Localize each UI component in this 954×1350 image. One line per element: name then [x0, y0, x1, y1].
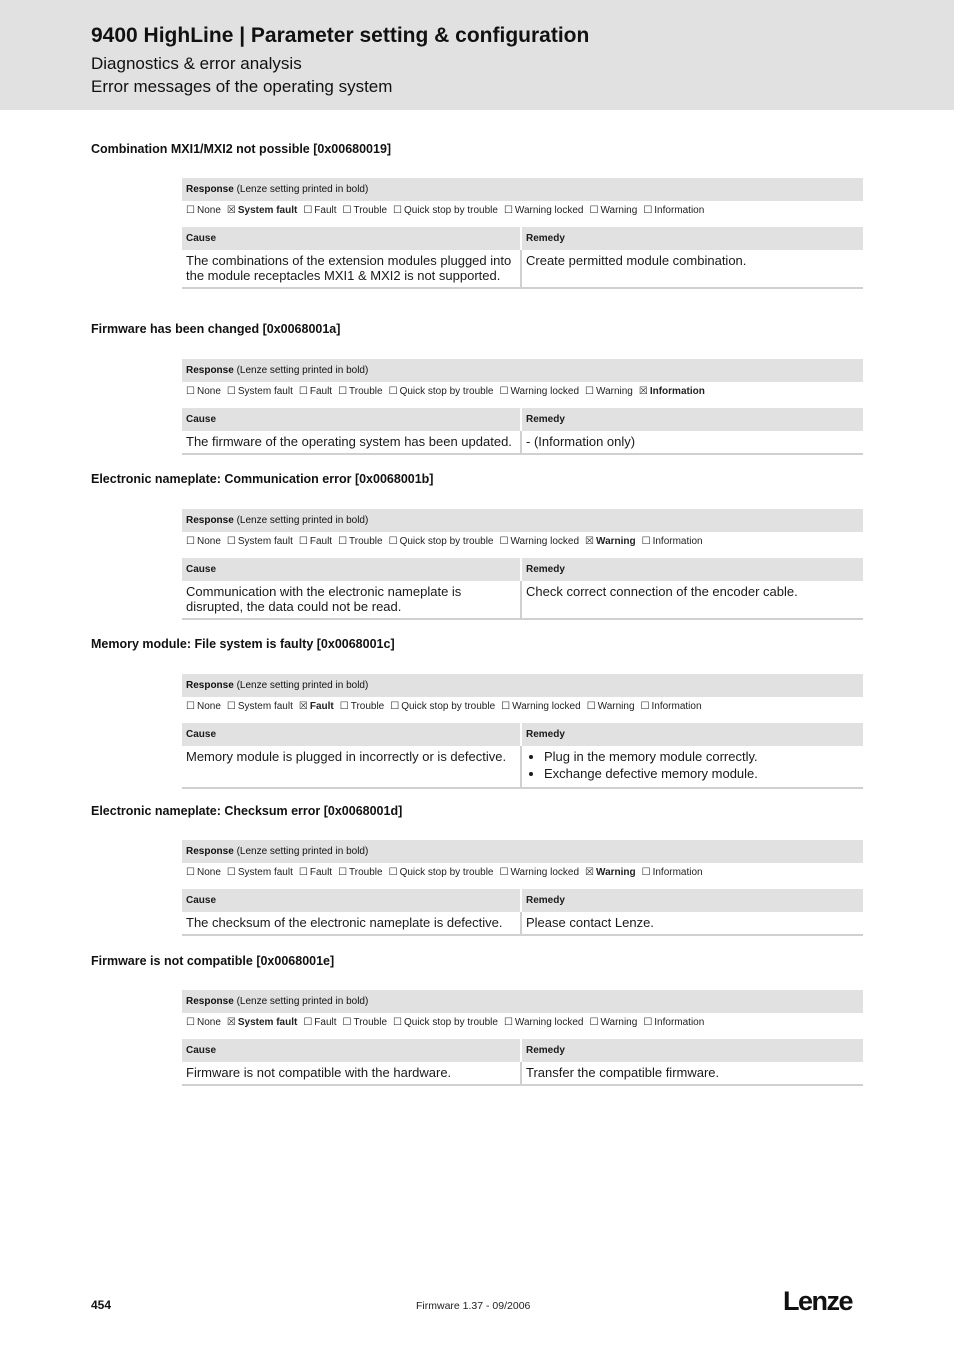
- response-option-information: [642, 536, 703, 547]
- response-option-label: Fault: [309, 701, 334, 712]
- response-option-none: [186, 386, 221, 397]
- remedy-cell: [522, 1062, 863, 1084]
- checkbox-icon: ☐: [186, 867, 195, 878]
- response-option-system-fault: [227, 386, 293, 397]
- table-row: [182, 581, 863, 620]
- checkbox-icon: ☐: [640, 701, 650, 712]
- response-option-fault: [299, 867, 332, 878]
- response-option-label: Information: [649, 386, 705, 397]
- response-option-quick-stop-by-trouble: [390, 701, 495, 712]
- response-option-label: Fault: [314, 205, 337, 216]
- response-label: Response: [186, 515, 234, 526]
- response-option-label: Quick stop by trouble: [399, 536, 494, 547]
- response-option-none: [186, 867, 221, 878]
- response-header: [182, 674, 863, 697]
- response-option-label: Information: [654, 205, 705, 216]
- response-option-label: None: [196, 536, 221, 547]
- cause-remedy-table: [182, 723, 863, 789]
- response-block: [182, 674, 863, 718]
- lenze-logo: [783, 1284, 863, 1318]
- checked-box-icon: ☒: [298, 701, 308, 712]
- response-option-warning-locked: [504, 205, 584, 216]
- response-block: [182, 509, 863, 553]
- section-subtitle: Error messages of the operating system: [91, 77, 393, 96]
- cause-cell: The combinations of the extension modules plugged into the module receptacles MXI1 & MXI2 is not supported.: [182, 250, 522, 287]
- response-options: [182, 863, 863, 884]
- checkbox-icon: ☐: [303, 1017, 313, 1028]
- checkbox-icon: ☐: [226, 701, 236, 712]
- response-option-warning-locked: [500, 867, 580, 878]
- checkbox-icon: ☐: [503, 205, 513, 216]
- checkbox-icon: ☐: [338, 386, 348, 397]
- remedy-header: Remedy: [526, 895, 565, 906]
- response-option-warning: [585, 386, 633, 397]
- response-block: [182, 990, 863, 1034]
- remedy-header: Remedy: [526, 729, 565, 740]
- response-note: (Lenze setting printed in bold): [233, 680, 369, 691]
- response-option-label: Quick stop by trouble: [399, 386, 494, 397]
- response-option-warning-locked: [501, 701, 581, 712]
- response-option-label: None: [196, 867, 221, 878]
- response-option-quick-stop-by-trouble: [389, 386, 494, 397]
- response-option-label: Trouble: [349, 386, 383, 397]
- checkbox-icon: ☐: [339, 701, 349, 712]
- response-option-label: System fault: [237, 536, 293, 547]
- remedy-cell: [522, 250, 863, 287]
- response-option-trouble: [338, 536, 383, 547]
- response-option-label: System fault: [237, 205, 298, 216]
- response-header: [182, 509, 863, 532]
- response-header: [182, 359, 863, 382]
- checkbox-icon: ☐: [501, 701, 511, 712]
- response-option-label: Quick stop by trouble: [404, 1017, 498, 1028]
- section-title: Electronic nameplate: Communication error [0x0068001b]: [91, 472, 434, 486]
- cause-cell: Firmware is not compatible with the hardware.: [182, 1062, 522, 1084]
- table-row: [182, 250, 863, 289]
- response-note: (Lenze setting printed in bold): [233, 515, 369, 526]
- remedy-list-item: • Plug in the memory module correctly.: [544, 749, 859, 764]
- response-option-label: Trouble: [353, 205, 388, 216]
- response-option-information: [643, 1017, 704, 1028]
- response-option-warning: [585, 536, 636, 547]
- response-option-label: None: [196, 1017, 221, 1028]
- response-option-label: Fault: [314, 1017, 337, 1028]
- response-option-label: Warning locked: [510, 386, 580, 397]
- table-row: [182, 746, 863, 789]
- response-option-label: Trouble: [350, 701, 385, 712]
- checkbox-icon: ☐: [393, 1017, 402, 1028]
- response-options: [182, 201, 863, 222]
- checked-box-icon: ☒: [638, 386, 648, 397]
- response-option-label: Warning locked: [514, 205, 584, 216]
- response-option-label: Warning: [600, 205, 638, 216]
- response-option-fault: [303, 1017, 336, 1028]
- response-option-label: Quick stop by trouble: [399, 867, 494, 878]
- cause-cell: The checksum of the electronic nameplate is defective.: [182, 912, 522, 934]
- remedy-cell: [522, 746, 863, 787]
- response-label: Response: [186, 184, 234, 195]
- checkbox-icon: ☐: [393, 205, 402, 216]
- response-note: (Lenze setting printed in bold): [233, 184, 369, 195]
- response-option-label: Information: [652, 536, 703, 547]
- response-option-system-fault: [227, 867, 293, 878]
- checkbox-icon: ☐: [388, 867, 398, 878]
- response-label: Response: [186, 680, 234, 691]
- response-option-fault: [299, 386, 332, 397]
- table-header: [182, 889, 863, 912]
- response-option-quick-stop-by-trouble: [393, 205, 498, 216]
- table-header: [182, 558, 863, 581]
- response-option-label: None: [196, 701, 221, 712]
- cause-header: Cause: [182, 723, 522, 746]
- response-option-label: None: [196, 386, 221, 397]
- checkbox-icon: ☐: [342, 205, 352, 216]
- checkbox-icon: ☐: [499, 386, 509, 397]
- response-option-warning: [589, 1017, 637, 1028]
- section-title: Electronic nameplate: Checksum error [0x0068001d]: [91, 804, 403, 818]
- checkbox-icon: ☐: [186, 205, 195, 216]
- response-option-warning: [587, 701, 635, 712]
- response-option-label: System fault: [237, 386, 293, 397]
- svg-text:Lenze: Lenze: [783, 1286, 853, 1316]
- checkbox-icon: ☐: [186, 1017, 195, 1028]
- remedy-text: Transfer the compatible firmware.: [526, 1065, 720, 1080]
- firmware-version: Firmware 1.37 - 09/2006: [416, 1300, 531, 1312]
- checkbox-icon: ☐: [298, 867, 308, 878]
- response-option-system-fault: [227, 536, 293, 547]
- checkbox-icon: ☐: [641, 867, 651, 878]
- checkbox-icon: ☐: [186, 701, 195, 712]
- checked-box-icon: ☒: [226, 205, 236, 216]
- response-option-label: Information: [652, 867, 703, 878]
- checkbox-icon: ☐: [226, 536, 236, 547]
- remedy-header: Remedy: [526, 1045, 565, 1056]
- checkbox-icon: ☐: [643, 205, 653, 216]
- response-option-label: Warning locked: [512, 701, 581, 712]
- response-header: [182, 178, 863, 201]
- response-options: [182, 532, 863, 553]
- response-option-label: Quick stop by trouble: [401, 701, 496, 712]
- checkbox-icon: ☐: [338, 867, 348, 878]
- table-row: [182, 431, 863, 455]
- response-option-label: System fault: [237, 867, 293, 878]
- table-header: [182, 227, 863, 250]
- checkbox-icon: ☐: [342, 1017, 352, 1028]
- response-option-label: Trouble: [349, 536, 383, 547]
- response-option-none: [186, 701, 221, 712]
- response-options: [182, 697, 863, 718]
- response-option-label: Warning: [600, 1017, 638, 1028]
- checkbox-icon: ☐: [303, 205, 313, 216]
- response-option-quick-stop-by-trouble: [389, 867, 494, 878]
- response-option-label: Trouble: [349, 867, 383, 878]
- cause-remedy-table: [182, 558, 863, 620]
- checkbox-icon: ☐: [298, 536, 308, 547]
- checkbox-icon: ☐: [589, 205, 599, 216]
- cause-remedy-table: [182, 889, 863, 936]
- page-number: 454: [91, 1298, 112, 1312]
- response-block: [182, 359, 863, 403]
- response-option-label: Trouble: [353, 1017, 388, 1028]
- section-title: Memory module: File system is faulty [0x0068001c]: [91, 637, 395, 651]
- response-option-label: Warning locked: [510, 867, 580, 878]
- response-option-warning-locked: [500, 386, 580, 397]
- response-option-information: [642, 867, 703, 878]
- checkbox-icon: ☐: [388, 536, 398, 547]
- checkbox-icon: ☐: [186, 536, 195, 547]
- cause-cell: Communication with the electronic nameplate is disrupted, the data could not be read.: [182, 581, 522, 618]
- response-header: [182, 840, 863, 863]
- response-option-none: [186, 536, 221, 547]
- checkbox-icon: ☐: [589, 1017, 599, 1028]
- response-option-label: Warning: [596, 536, 636, 547]
- response-option-label: System fault: [237, 1017, 298, 1028]
- checkbox-icon: ☐: [338, 536, 348, 547]
- response-option-quick-stop-by-trouble: [393, 1017, 498, 1028]
- checkbox-icon: ☐: [186, 386, 195, 397]
- response-block: [182, 840, 863, 884]
- checked-box-icon: ☒: [226, 1017, 236, 1028]
- section-title: Firmware has been changed [0x0068001a]: [91, 322, 341, 336]
- checked-box-icon: ☒: [585, 536, 594, 547]
- cause-header: Cause: [182, 889, 522, 912]
- response-option-warning: [589, 205, 637, 216]
- response-option-system-fault: [227, 701, 293, 712]
- response-option-label: Fault: [309, 867, 333, 878]
- table-header: [182, 408, 863, 431]
- response-option-label: None: [196, 205, 221, 216]
- remedy-text: Please contact Lenze.: [526, 915, 654, 930]
- response-option-fault: [299, 536, 332, 547]
- checkbox-icon: ☐: [641, 536, 651, 547]
- checkbox-icon: ☐: [585, 386, 594, 397]
- remedy-text: Create permitted module combination.: [526, 253, 747, 268]
- response-option-trouble: [340, 701, 385, 712]
- response-option-label: Fault: [309, 386, 333, 397]
- cause-remedy-table: [182, 227, 863, 289]
- response-option-fault: [299, 701, 334, 712]
- cause-header: Cause: [182, 227, 522, 250]
- table-row: [182, 1062, 863, 1086]
- remedy-header: Remedy: [526, 414, 565, 425]
- remedy-text: Check correct connection of the encoder cable.: [526, 584, 798, 599]
- remedy-header: Remedy: [526, 564, 565, 575]
- table-row: [182, 912, 863, 936]
- response-option-label: Quick stop by trouble: [404, 205, 498, 216]
- checkbox-icon: ☐: [499, 867, 509, 878]
- response-option-system-fault: [227, 205, 297, 216]
- remedy-cell: [522, 912, 863, 934]
- response-option-information: [643, 205, 704, 216]
- checked-box-icon: ☒: [585, 867, 594, 878]
- response-option-label: Information: [651, 701, 702, 712]
- page-header: [0, 0, 954, 110]
- checkbox-icon: ☐: [226, 386, 236, 397]
- checkbox-icon: ☐: [390, 701, 400, 712]
- checkbox-icon: ☐: [643, 1017, 653, 1028]
- remedy-text: - (Information only): [526, 434, 636, 449]
- response-option-information: [639, 386, 705, 397]
- checkbox-icon: ☐: [226, 867, 236, 878]
- response-header: [182, 990, 863, 1013]
- response-label: Response: [186, 846, 234, 857]
- response-block: [182, 178, 863, 222]
- page-title: 9400 HighLine | Parameter setting & configuration: [91, 24, 590, 47]
- cause-header: Cause: [182, 558, 522, 581]
- response-option-trouble: [338, 867, 383, 878]
- checkbox-icon: ☐: [586, 701, 596, 712]
- response-option-trouble: [338, 386, 383, 397]
- response-option-quick-stop-by-trouble: [389, 536, 494, 547]
- chapter-subtitle: Diagnostics & error analysis: [91, 54, 302, 73]
- response-option-label: Fault: [309, 536, 333, 547]
- response-option-label: Warning locked: [514, 1017, 584, 1028]
- cause-header: Cause: [182, 408, 522, 431]
- response-option-label: Warning: [596, 867, 636, 878]
- response-note: (Lenze setting printed in bold): [233, 365, 369, 376]
- response-options: [182, 382, 863, 403]
- section-title: Firmware is not compatible [0x0068001e]: [91, 954, 335, 968]
- cause-cell: Memory module is plugged in incorrectly or is defective.: [182, 746, 522, 787]
- response-label: Response: [186, 996, 234, 1007]
- remedy-list-item: • Exchange defective memory module.: [544, 766, 859, 781]
- response-option-label: Warning locked: [510, 536, 580, 547]
- cause-remedy-table: [182, 1039, 863, 1086]
- response-option-fault: [303, 205, 336, 216]
- response-option-system-fault: [227, 1017, 297, 1028]
- response-options: [182, 1013, 863, 1034]
- cause-remedy-table: [182, 408, 863, 455]
- response-option-warning: [585, 867, 636, 878]
- response-option-label: System fault: [237, 701, 293, 712]
- response-option-label: Information: [654, 1017, 705, 1028]
- response-note: (Lenze setting printed in bold): [233, 996, 369, 1007]
- remedy-header: Remedy: [526, 233, 565, 244]
- response-option-none: [186, 1017, 221, 1028]
- checkbox-icon: ☐: [503, 1017, 513, 1028]
- response-option-label: Warning: [597, 701, 635, 712]
- section-title: Combination MXI1/MXI2 not possible [0x00680019]: [91, 142, 392, 156]
- response-option-label: Warning: [596, 386, 633, 397]
- cause-header: Cause: [182, 1039, 522, 1062]
- remedy-cell: [522, 581, 863, 618]
- checkbox-icon: ☐: [298, 386, 308, 397]
- cause-cell: The firmware of the operating system has been updated.: [182, 431, 522, 453]
- response-option-information: [641, 701, 702, 712]
- checkbox-icon: ☐: [499, 536, 509, 547]
- remedy-list: [526, 749, 859, 781]
- table-header: [182, 723, 863, 746]
- table-header: [182, 1039, 863, 1062]
- response-option-warning-locked: [504, 1017, 584, 1028]
- response-label: Response: [186, 365, 234, 376]
- response-option-trouble: [343, 205, 388, 216]
- response-option-none: [186, 205, 221, 216]
- response-option-trouble: [343, 1017, 388, 1028]
- response-note: (Lenze setting printed in bold): [233, 846, 369, 857]
- checkbox-icon: ☐: [388, 386, 398, 397]
- response-option-warning-locked: [500, 536, 580, 547]
- remedy-cell: [522, 431, 863, 453]
